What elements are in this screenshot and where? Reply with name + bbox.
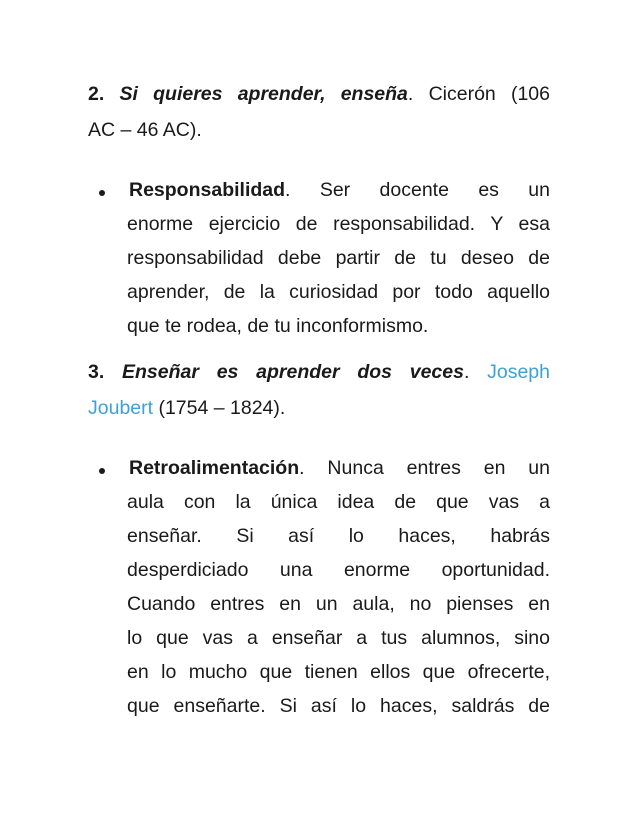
section-2-quote: Si quieres aprender, enseña [119, 83, 408, 105]
bullet-term-responsabilidad: Responsabilidad [129, 179, 286, 201]
section-3-dates: (1754 – 1824). [158, 397, 286, 419]
bullet-text-line: aula con la única idea de que vas a [127, 491, 550, 513]
bullet-text-line: Nunca entres en un [327, 457, 550, 479]
bullet-text-line: en lo mucho que tienen ellos que ofrecerte, [127, 661, 550, 683]
bullet-dot-icon [99, 468, 105, 474]
section-2-number: 2. [88, 83, 105, 105]
bullet-text-line: lo que vas a enseñar a tus alumnos, sino [127, 627, 550, 649]
bullet-term-retroalimentacion: Retroalimentación [129, 457, 300, 479]
bullet-retroalimentacion-first-line: Retroalimentación. Nunca entres en un [129, 457, 550, 479]
bullet-dot-icon [99, 190, 105, 196]
section-2-author-cont: AC – 46 AC). [88, 119, 202, 141]
bullet-text-line: que enseñarte. Si así lo haces, saldrás de [127, 695, 550, 717]
author-link-last[interactable]: Joubert [88, 397, 154, 419]
bullet-responsabilidad-first-line: Responsabilidad. Ser docente es un [129, 179, 550, 201]
section-3-heading: 3. Enseñar es aprender dos veces. Joseph [88, 361, 550, 383]
section-2-author: Cicerón (106 [428, 83, 550, 105]
bullet-text-line: aprender, de la curiosidad por todo aquello [127, 281, 550, 303]
bullet-text-line: enseñar. Si así lo haces, habrás [127, 525, 550, 547]
bullet-text-line: Ser docente es un [319, 179, 550, 201]
section-3-author-line [88, 396, 550, 420]
bullet-text-line: enorme ejercicio de responsabilidad. Y esa [127, 213, 550, 235]
bullet-text-line: desperdiciado una enorme oportunidad. [127, 559, 550, 581]
section-2-heading: 2. Si quieres aprender, enseña. Cicerón (106 [88, 83, 550, 105]
bullet-text-line: responsabilidad debe partir de tu deseo de [127, 247, 550, 269]
section-3-quote: Enseñar es aprender dos veces [122, 361, 464, 383]
bullet-text-line: Cuando entres en un aula, no pienses en [127, 593, 550, 615]
author-link-first[interactable]: Joseph [487, 361, 550, 383]
section-3-number: 3. [88, 361, 105, 383]
bullet-text-line: que te rodea, de tu inconformismo. [127, 315, 429, 337]
